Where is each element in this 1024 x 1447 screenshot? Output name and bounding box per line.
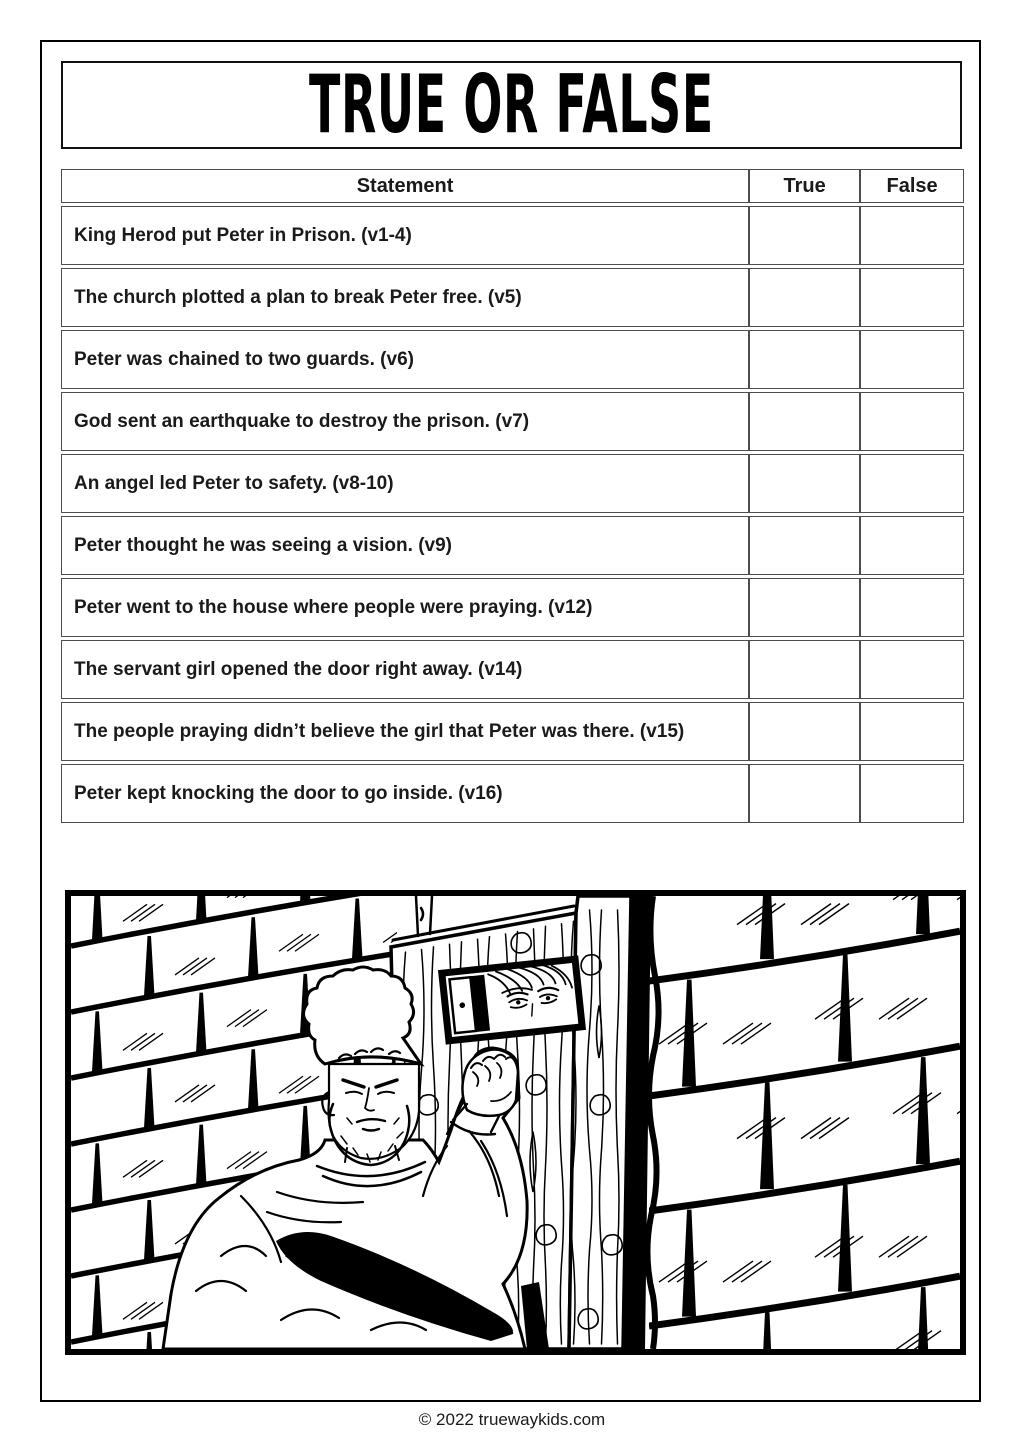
true-answer-cell[interactable] — [749, 392, 860, 451]
table-row — [61, 330, 964, 389]
true-header: True — [749, 169, 860, 203]
false-answer-cell[interactable] — [860, 206, 964, 265]
header-row — [61, 169, 964, 203]
false-answer-cell[interactable] — [860, 268, 964, 327]
false-answer-cell[interactable] — [860, 702, 964, 761]
statement-cell: Peter was chained to two guards. (v6) — [61, 330, 749, 389]
table-row — [61, 454, 964, 513]
true-answer-cell[interactable] — [749, 268, 860, 327]
table-row — [61, 268, 964, 327]
false-answer-cell[interactable] — [860, 640, 964, 699]
table-row — [61, 578, 964, 637]
statement-cell: The people praying didn’t believe the girl that Peter was there. (v15) — [61, 702, 749, 761]
statement-header: Statement — [61, 169, 749, 203]
worksheet-table — [61, 166, 964, 826]
page-footer: © 2022 truewaykids.com — [418, 1410, 606, 1429]
story-illustration-frame — [65, 890, 966, 1355]
true-answer-cell[interactable] — [749, 330, 860, 389]
table-row — [61, 206, 964, 265]
table-row — [61, 764, 964, 823]
true-answer-cell[interactable] — [749, 578, 860, 637]
false-header: False — [860, 169, 964, 203]
false-answer-cell[interactable] — [860, 578, 964, 637]
statement-cell: An angel led Peter to safety. (v8-10) — [61, 454, 749, 513]
false-answer-cell[interactable] — [860, 764, 964, 823]
statement-cell: The church plotted a plan to break Peter free. (v5) — [61, 268, 749, 327]
statement-cell: Peter kept knocking the door to go inside. (v16) — [61, 764, 749, 823]
table-row — [61, 392, 964, 451]
statement-cell: King Herod put Peter in Prison. (v1-4) — [61, 206, 749, 265]
peter-face — [329, 1064, 420, 1159]
statement-cell: The servant girl opened the door right away. (v14) — [61, 640, 749, 699]
table-row — [61, 702, 964, 761]
true-answer-cell[interactable] — [749, 702, 860, 761]
true-answer-cell[interactable] — [749, 640, 860, 699]
title-box — [61, 58, 962, 152]
door-peek-window — [442, 959, 582, 1041]
table-row — [61, 640, 964, 699]
table-row — [61, 516, 964, 575]
statement-cell: God sent an earthquake to destroy the prison. (v7) — [61, 392, 749, 451]
false-answer-cell[interactable] — [860, 330, 964, 389]
true-answer-cell[interactable] — [749, 206, 860, 265]
true-answer-cell[interactable] — [749, 454, 860, 513]
page-title: TRUE OR FALSE — [309, 58, 714, 152]
true-answer-cell[interactable] — [749, 764, 860, 823]
true-false-table-wrap — [61, 166, 964, 826]
story-illustration — [71, 896, 960, 1349]
false-answer-cell[interactable] — [860, 516, 964, 575]
statement-cell: Peter went to the house where people were praying. (v12) — [61, 578, 749, 637]
false-answer-cell[interactable] — [860, 454, 964, 513]
false-answer-cell[interactable] — [860, 392, 964, 451]
statement-cell: Peter thought he was seeing a vision. (v9) — [61, 516, 749, 575]
true-answer-cell[interactable] — [749, 516, 860, 575]
